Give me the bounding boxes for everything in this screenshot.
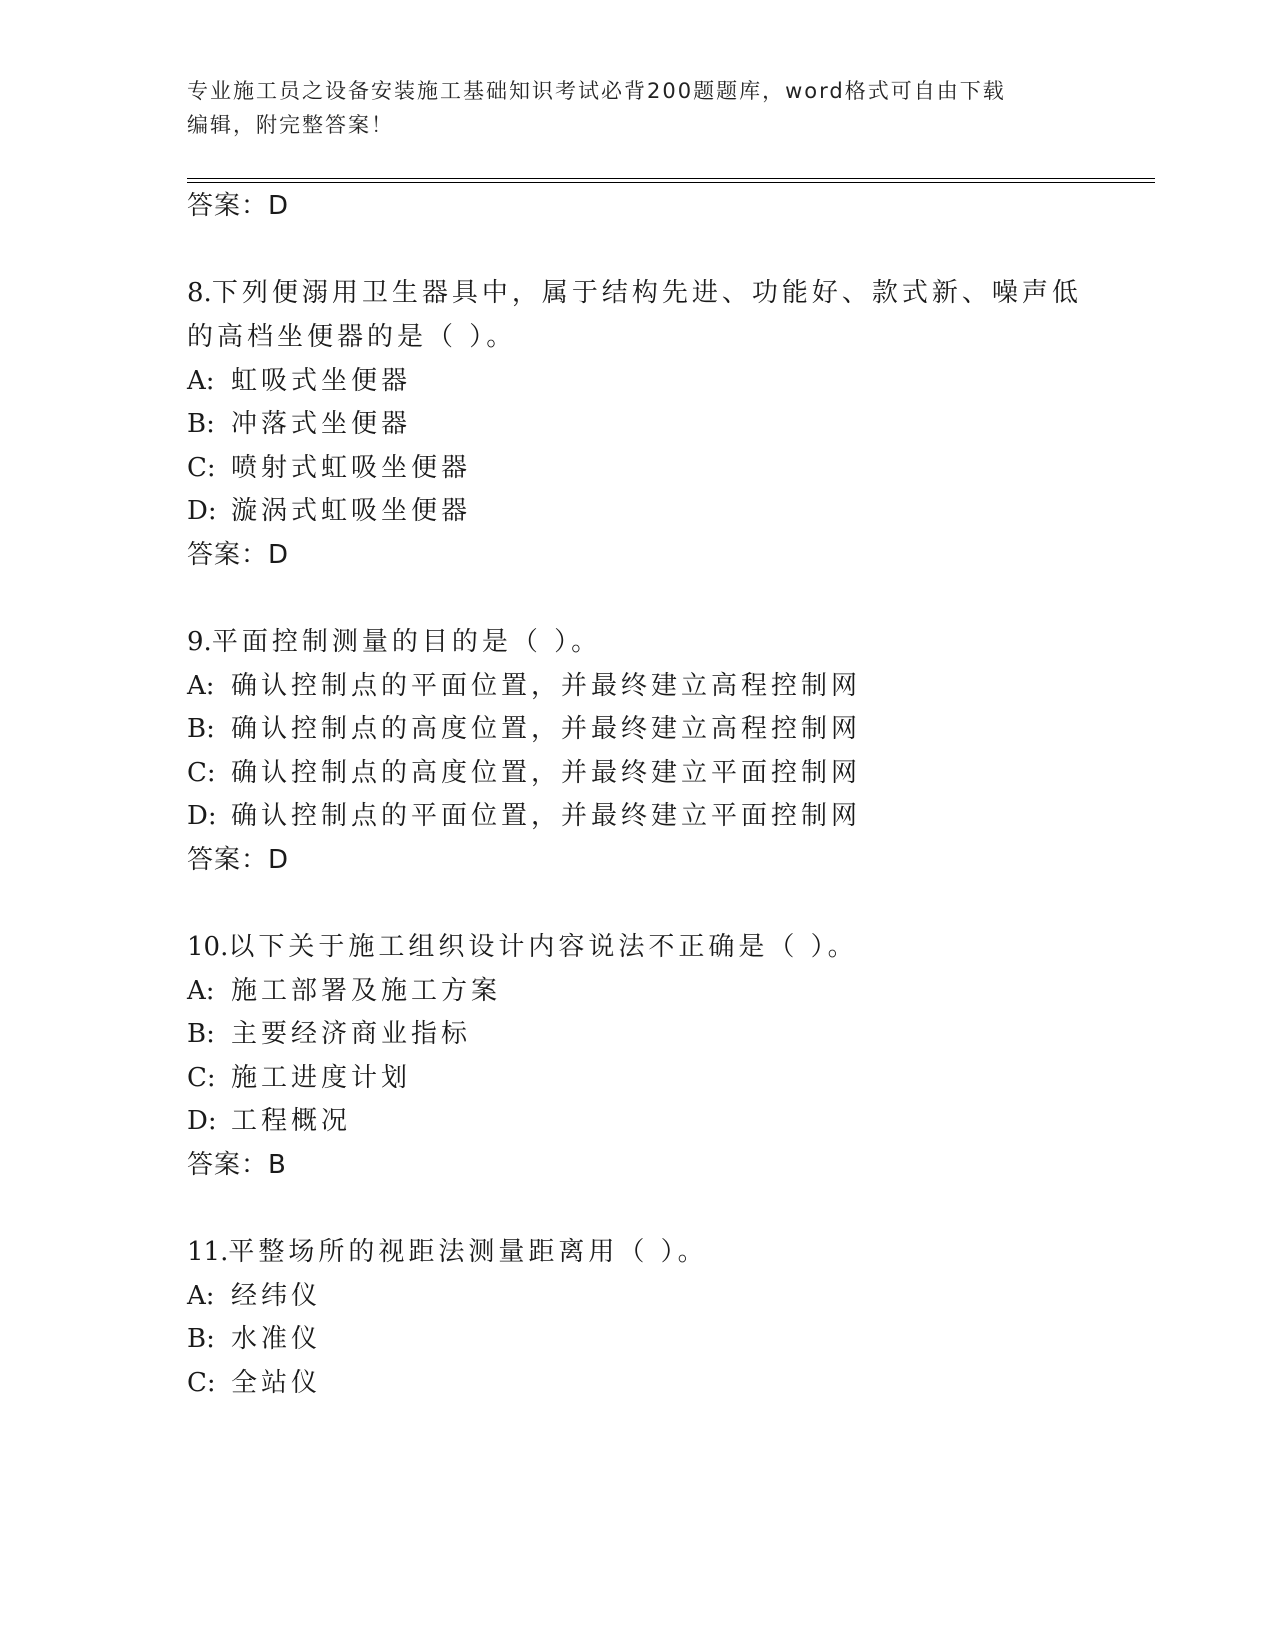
answer-line: [187, 1148, 287, 1182]
answer-value: D: [268, 845, 290, 875]
option-text: 冲落式坐便器: [231, 409, 412, 439]
header-divider: [187, 178, 1155, 183]
option-letter: C:: [187, 453, 216, 483]
option-text: 水准仪: [231, 1324, 322, 1354]
option-letter: A:: [187, 671, 215, 701]
option-letter: C:: [187, 1063, 216, 1093]
question-text: 下列便溺用卫生器具中，属于结构先进、功能好、款式新、噪声低: [211, 278, 1082, 308]
header-text-line1: 专业施工员之设备安装施工基础知识考试必背200题题库，word格式可自由下载: [187, 79, 1006, 103]
answer-line: [187, 189, 289, 223]
question-stem-continued: 的高档坐便器的是（ ）。: [187, 322, 517, 352]
option-text: 确认控制点的平面位置，并最终建立高程控制网: [231, 671, 862, 701]
option-letter: B:: [187, 1324, 215, 1354]
option-text: 确认控制点的平面位置，并最终建立平面控制网: [231, 801, 862, 831]
answer-line: [187, 843, 289, 877]
option-letter: D:: [187, 496, 217, 526]
answer-label: 答案：: [187, 191, 269, 221]
option-d: [187, 494, 471, 528]
answer-line: [187, 538, 289, 572]
option-a: [187, 1279, 321, 1313]
option-b: [187, 1322, 321, 1356]
option-d: [187, 799, 861, 833]
option-d: [187, 1104, 351, 1138]
option-c: [187, 1366, 321, 1400]
option-letter: B:: [187, 409, 215, 439]
question-number: 8.: [187, 278, 212, 308]
option-text: 确认控制点的高度位置，并最终建立高程控制网: [231, 714, 862, 744]
question-text: 平整场所的视距法测量距离用（ ）。: [228, 1237, 708, 1267]
option-letter: D:: [187, 801, 217, 831]
option-b: [187, 1017, 471, 1051]
option-letter: D:: [187, 1106, 217, 1136]
header-text-line2: 编辑，附完整答案！: [187, 113, 394, 137]
answer-value: D: [268, 191, 290, 221]
option-b: [187, 407, 411, 441]
question-number: 11.: [187, 1237, 229, 1267]
option-letter: B:: [187, 1019, 215, 1049]
question-stem: [187, 930, 858, 964]
answer-label: 答案：: [187, 1150, 269, 1180]
option-c: [187, 756, 861, 790]
document-header: [187, 74, 1087, 142]
answer-label: 答案：: [187, 540, 269, 570]
question-number: 9.: [187, 627, 212, 657]
option-c: [187, 451, 471, 485]
option-text: 施工部署及施工方案: [231, 976, 502, 1006]
question-text: 平面控制测量的目的是（ ）。: [211, 627, 602, 657]
option-a: [187, 669, 861, 703]
question-stem: [187, 1235, 708, 1269]
option-text: 工程概况: [231, 1106, 352, 1136]
option-text: 全站仪: [231, 1368, 322, 1398]
question-stem: [187, 276, 1082, 310]
option-a: [187, 364, 411, 398]
option-letter: A:: [187, 366, 215, 396]
option-text: 喷射式虹吸坐便器: [231, 453, 472, 483]
question-text: 以下关于施工组织设计内容说法不正确是（ ）。: [228, 932, 858, 962]
option-text: 确认控制点的高度位置，并最终建立平面控制网: [231, 758, 862, 788]
option-text: 主要经济商业指标: [231, 1019, 472, 1049]
option-letter: B:: [187, 714, 215, 744]
option-letter: C:: [187, 1368, 216, 1398]
option-text: 经纬仪: [231, 1281, 322, 1311]
answer-value: D: [268, 540, 290, 570]
option-text: 施工进度计划: [231, 1063, 412, 1093]
question-stem: [187, 625, 601, 659]
option-text: 虹吸式坐便器: [231, 366, 412, 396]
answer-value: B: [268, 1150, 287, 1180]
option-text: 漩涡式虹吸坐便器: [231, 496, 472, 526]
question-number: 10.: [187, 932, 229, 962]
option-letter: C:: [187, 758, 216, 788]
option-c: [187, 1061, 411, 1095]
answer-label: 答案：: [187, 845, 269, 875]
option-a: [187, 974, 501, 1008]
option-letter: A:: [187, 1281, 215, 1311]
option-letter: A:: [187, 976, 215, 1006]
option-b: [187, 712, 861, 746]
